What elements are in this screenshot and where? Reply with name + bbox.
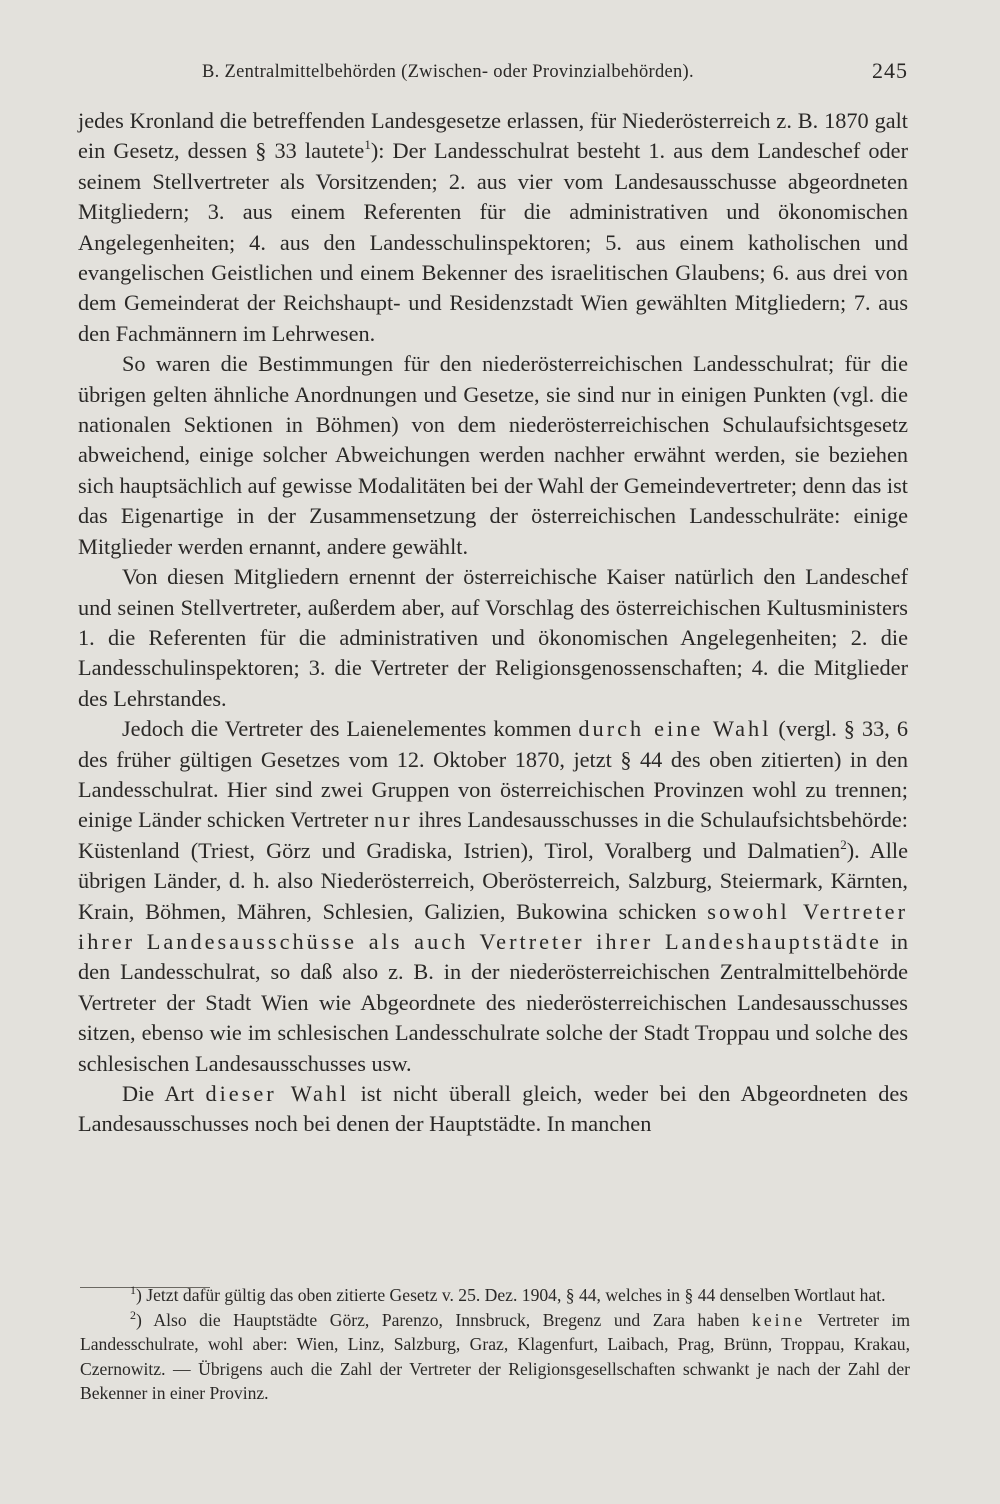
footnote-2-marker: 2 xyxy=(130,1307,136,1322)
paragraph-4-text-c: (vergl. § 33, 6 des früher gültigen Gesetzes vom 12. Oktober 1870, jetzt § 44 des oben zitierten) in den Landesschulrat. Hier sind zwei Gruppen von österreichischen Provinzen wohl zu trennen; einige Länder schicken Vertreter xyxy=(78,716,908,833)
paragraph-4-text-f: ). Alle übrigen Länder, d. h. also Niederösterreich, Oberösterreich, Salzburg, Steiermark, Kärnten, Krain, Böhmen, Mähren, Schlesien, Galizien, Bukowina schicken xyxy=(78,837,908,924)
running-head xyxy=(78,58,908,88)
footnote-2 xyxy=(80,1308,910,1406)
paragraph-5-text-a: Die Art xyxy=(122,1081,195,1106)
paragraph-2: So waren die Bestimmungen für den niederösterreichischen Landesschulrat; für die übrigen gelten ähnliche Anordnungen und Gesetze, sie sind nur in einigen Punkten (vgl. die nationalen Sektionen in Böhmen) von dem niederösterreichischen Schulaufsichtsgesetz abweichend, einige solcher Abweichungen werden nachher erwähnt werden, sie beziehen sich hauptsächlich auf gewisse Modalitäten bei der Wahl der Gemeindevertreter; denn das ist das Eigenartige in der Zusammensetzung der österreichischen Landesschulräte: einige Mitglieder werden ernannt, andere gewählt. xyxy=(78,351,908,559)
footnote-1-marker: 1 xyxy=(130,1282,136,1297)
emphasis-durch-eine-wahl: durch eine Wahl xyxy=(578,716,772,742)
footnote-2-text-b: Vertreter im Landesschulrate, wohl aber: Wien, Linz, Salzburg, Graz, Klagenfurt, Laibach, Prag, Brünn, Troppau, Krakau, Czernowitz. — Übrigens auch die Zahl der Vertreter der Religionsgesellschaften schwankt je nach der Zahl der Bekenner in einer Provinz. xyxy=(80,1309,911,1404)
footnote-ref-2: 2 xyxy=(840,836,847,852)
footnotes xyxy=(80,1283,910,1406)
paragraph-5-text-c: ist nicht überall gleich, weder bei den Abgeordneten des Landesausschusses noch bei denen der Hauptstädte. In manchen xyxy=(78,1081,908,1137)
body-text xyxy=(78,106,908,1140)
footnote-2-text-a: ) Also die Hauptstädte Görz, Parenzo, Innsbruck, Bregenz und Zara haben xyxy=(136,1309,740,1330)
paragraph-1-text-b: ): Der Landesschulrat besteht 1. aus dem Landeschef oder seinem Stellvertreter als Vorsitzenden; 2. aus vier vom Landesausschusse abgeordneten Mitgliedern; 3. aus einem Referenten für die administrativen und ökonomischen Angelegenheiten; 4. aus den Landesschulinspektoren; 5. aus einem katholischen und evangelischen Geistlichen und einem Bekenner des israelitischen Glaubens; 6. aus drei von dem Gemeinderat der Reichshaupt- und Residenzstadt Wien gewählten Mitgliedern; 7. aus den Fachmännern im Lehrwesen. xyxy=(78,138,908,346)
paragraph-4-text-e: ihres Landesausschusses in die Schulaufsichtsbehörde: Küstenland (Triest, Görz und Gradiska, Istrien), Tirol, Voralberg und Dalmatien xyxy=(78,807,908,863)
footnote-1 xyxy=(80,1283,910,1308)
page-number: 245 xyxy=(872,58,908,83)
footnote-2-emphasis-keine: keine xyxy=(752,1309,806,1330)
running-title: B. Zentralmittelbehörden (Zwischen- oder Provinzialbehörden). xyxy=(202,62,694,82)
emphasis-nur: nur xyxy=(373,807,413,833)
emphasis-sowohl-als-auch: sowohl Vertreter ihrer Landesausschüsse als auch Vertreter ihrer Landeshauptstädte xyxy=(78,898,909,954)
footnote-ref-1: 1 xyxy=(364,137,371,153)
emphasis-dieser-wahl: dieser Wahl xyxy=(205,1081,350,1106)
paragraph-4-text-h: in den Landesschulrat, so daß also z. B. in der niederösterreichischen Zentralmittelbehörde Vertreter der Stadt Wien wie Abgeordnete des niederösterreichischen Landesausschusses sitzen, ebenso wie im schlesischen Landesschulrate solche der Stadt Troppau und solche des schlesischen Landesausschusses usw. xyxy=(78,928,908,1076)
footnote-1-text: ) Jetzt dafür gültig das oben zitierte Gesetz v. 25. Dez. 1904, § 44, welches in § 44 denselben Wortlaut hat. xyxy=(136,1285,886,1305)
paragraph-3: Von diesen Mitgliedern ernennt der österreichische Kaiser natürlich den Landeschef und seinen Stellvertreter, außerdem aber, auf Vorschlag des österreichischen Kultusministers 1. die Referenten für die administrativen und ökonomischen Angelegenheiten; 2. die Landesschulinspektoren; 3. die Vertreter der Religionsgenossenschaften; 4. die Mitglieder des Lehrstandes. xyxy=(78,564,908,711)
paragraph-4-text-a: Jedoch die Vertreter des Laienelementes kommen xyxy=(122,716,572,742)
paragraph-5 xyxy=(78,1079,908,1140)
paragraph-4 xyxy=(78,714,908,1079)
paragraph-1 xyxy=(78,106,908,349)
paragraph-1-text-a: jedes Kronland die betreffenden Landesgesetze erlassen, für Niederösterreich z. B. 1870 galt ein Gesetz, dessen § 33 lautete xyxy=(78,108,908,164)
